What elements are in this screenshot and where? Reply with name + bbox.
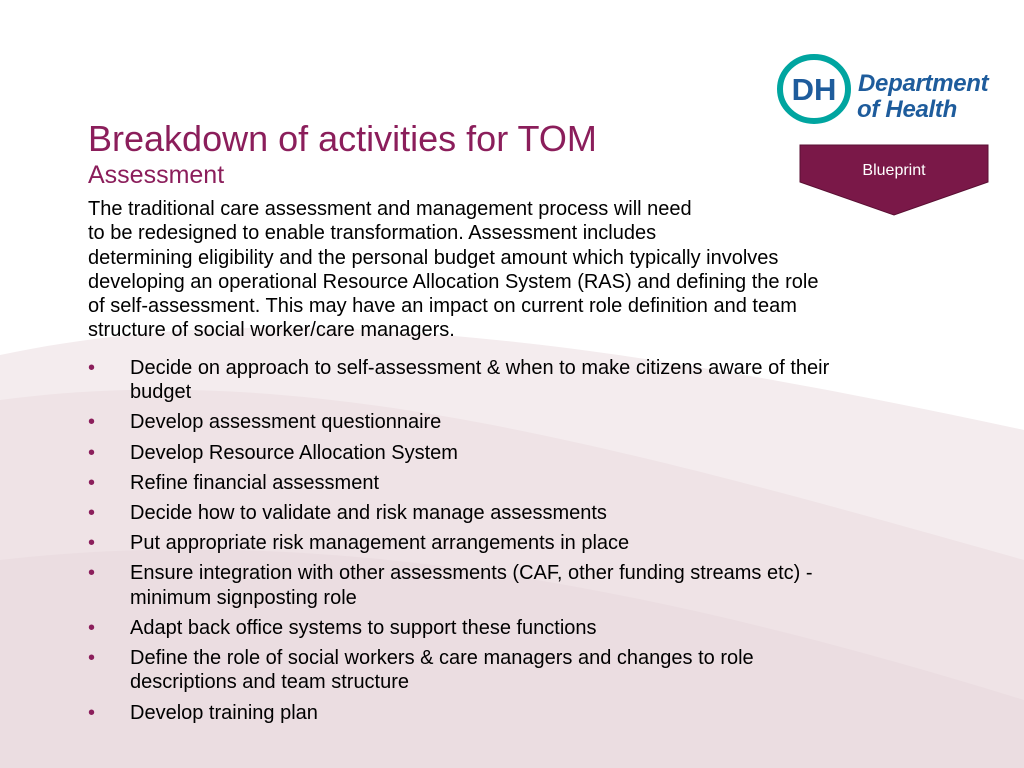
intro-line: developing an operational Resource Allocation System (RAS) and defining the role <box>88 270 819 293</box>
bullet-icon: • <box>88 562 96 585</box>
list-item-text-continued: descriptions and team structure <box>130 671 410 694</box>
logo-word-of-health: of Health <box>857 96 957 123</box>
dh-logo-mark-text: DH <box>791 72 837 107</box>
list-item-text: Define the role of social workers & care managers and changes to role <box>130 647 754 670</box>
list-item-text: Develop Resource Allocation System <box>130 441 458 464</box>
list-item-text: Develop assessment questionnaire <box>130 411 442 434</box>
bullet-icon: • <box>88 502 96 525</box>
bullet-icon: • <box>88 532 96 555</box>
bullet-icon: • <box>88 411 96 434</box>
list-item <box>88 531 948 555</box>
list-item <box>88 561 948 610</box>
intro-line: to be redesigned to enable transformation. Assessment includes <box>88 222 657 245</box>
bullet-icon: • <box>88 357 96 379</box>
activity-list <box>88 356 948 731</box>
bullet-icon: • <box>88 441 96 464</box>
bullet-icon: • <box>88 471 96 494</box>
logo-word-department: Department <box>858 70 989 97</box>
intro-line: structure of social worker/care managers. <box>88 319 455 342</box>
bullet-icon: • <box>88 616 96 639</box>
list-item <box>88 646 948 695</box>
intro-line: of self-assessment. This may have an impact on current role definition and team <box>88 295 797 318</box>
list-item-text-continued: minimum signposting role <box>130 586 357 609</box>
list-item <box>88 441 948 465</box>
list-item-text: Ensure integration with other assessments (CAF, other funding streams etc) - <box>130 562 813 585</box>
dh-logo <box>776 54 996 126</box>
list-item-text: Put appropriate risk management arrangements in place <box>130 532 630 555</box>
blueprint-label: Blueprint <box>862 162 926 179</box>
list-item <box>88 471 948 495</box>
list-item <box>88 356 948 405</box>
intro-paragraph <box>88 197 948 343</box>
dh-logo-mark-icon <box>776 54 856 124</box>
slide-title: Breakdown of activities for TOM <box>88 118 597 159</box>
list-item-text-continued: budget <box>130 381 192 404</box>
list-item-text: Decide how to validate and risk manage assessments <box>130 502 607 525</box>
list-item <box>88 616 948 640</box>
list-item-text: Adapt back office systems to support these functions <box>130 616 597 639</box>
list-item-text: Decide on approach to self-assessment & when to make citizens aware of their <box>130 357 830 379</box>
bullet-icon: • <box>88 647 96 670</box>
list-item <box>88 501 948 525</box>
slide-subtitle: Assessment <box>88 161 225 189</box>
list-item-text: Develop training plan <box>130 701 318 724</box>
intro-line: The traditional care assessment and management process will need <box>88 198 692 220</box>
list-item <box>88 701 948 725</box>
bullet-icon: • <box>88 701 96 724</box>
list-item-text: Refine financial assessment <box>130 471 380 494</box>
intro-line: determining eligibility and the personal budget amount which typically involves <box>88 246 779 269</box>
list-item <box>88 410 948 434</box>
